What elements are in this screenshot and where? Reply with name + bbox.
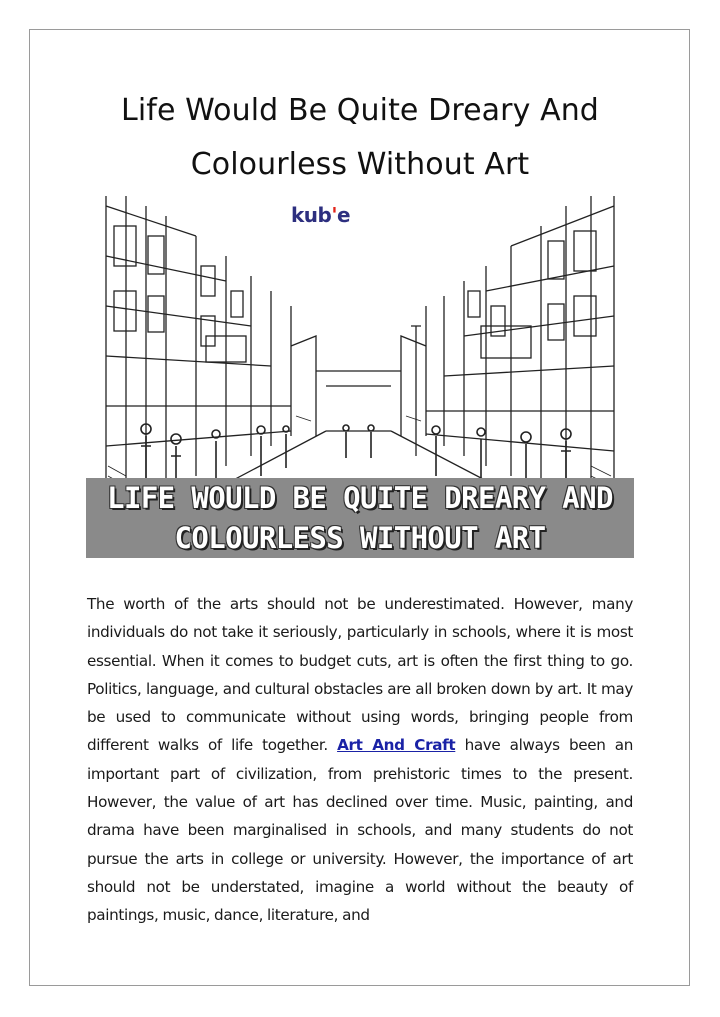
paragraph-text-before-link: The worth of the arts should not be underestimated. However, many individuals do not take it seriously, particularly in schools, where it is most essential. When it comes to budget cuts, art is often the first thing to go. Politics, language, and cultural obstacles are all broken down by art. It may be used to communicate without using words, bringing people from different walks of life together. (87, 595, 633, 755)
art-and-craft-link[interactable]: Art And Craft (337, 736, 456, 755)
logo-accent: ' (331, 203, 337, 227)
logo-text-left: kub (291, 203, 332, 227)
article-paragraph (87, 590, 633, 930)
title-line-2: Colourless Without Art (190, 147, 530, 182)
title-line-1: Life Would Be Quite Dreary And (121, 93, 599, 128)
kube-logo (291, 203, 350, 227)
page-title (60, 84, 660, 192)
image-caption-banner (86, 478, 634, 558)
paragraph-text-after-link: have always been an important part of civilization, from prehistoric times to the present. However, the value of art has declined over time. Music, painting, and drama have been marginalised in schools, and many students do not pursue the arts in college or university. However, the importance of art should not be understated, imagine a world without the beauty of paintings, music, dance, literature, and (87, 736, 633, 925)
banner-line-1: LIFE WOULD BE QUITE DREARY AND (107, 481, 613, 515)
logo-text-right: e (336, 203, 351, 227)
banner-line-2: COLOURLESS WITHOUT ART (174, 521, 546, 555)
